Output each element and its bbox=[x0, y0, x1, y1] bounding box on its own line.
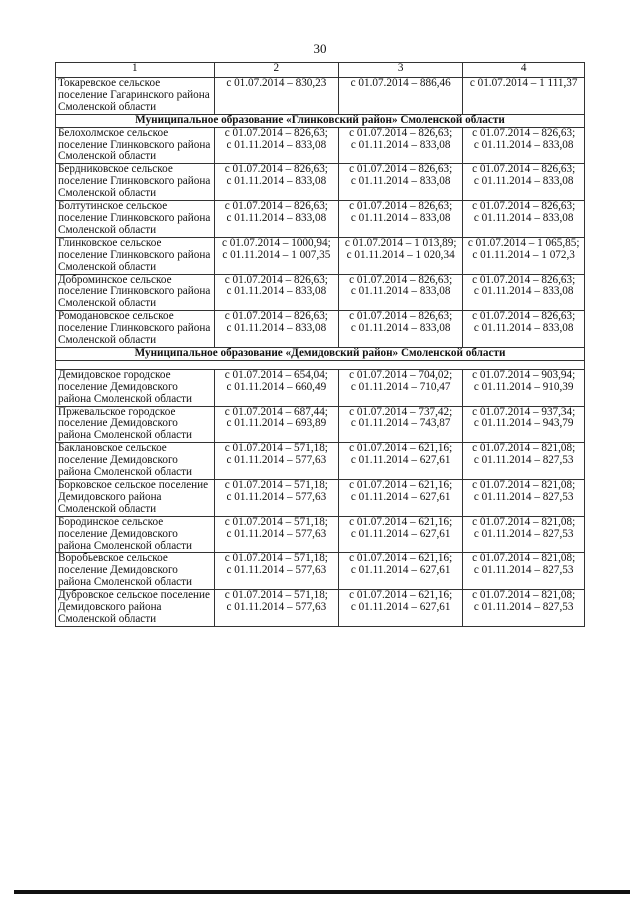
tariff-cell bbox=[214, 274, 338, 311]
table-row bbox=[56, 516, 585, 553]
settlement-name: Бородинское сельское поселение Демидовского района Смоленской области bbox=[56, 516, 215, 553]
tariff-period-value: с 01.07.2014 – 826,63; bbox=[472, 310, 576, 323]
tariff-period-value: с 01.07.2014 – 621,16; bbox=[349, 442, 453, 455]
tariff-cell bbox=[463, 443, 585, 480]
tariff-period-value: с 01.07.2014 – 571,18; bbox=[224, 479, 328, 491]
tariff-period-value: с 01.07.2014 – 621,16; bbox=[349, 515, 453, 528]
table-row bbox=[56, 127, 585, 164]
tariff-period-value: с 01.07.2014 – 821,08; bbox=[472, 515, 576, 528]
tariff-period-value: с 01.07.2014 – 826,63; bbox=[224, 200, 328, 213]
section-title: Муниципальное образование «Глинковский район» Смоленской области bbox=[56, 114, 585, 127]
column-number: 1 bbox=[56, 63, 215, 78]
tariff-period-value: с 01.11.2014 – 577,63 bbox=[226, 564, 327, 577]
tariff-cell bbox=[339, 127, 463, 164]
tariff-period-value: с 01.11.2014 – 627,61 bbox=[350, 564, 451, 577]
tariff-period-value: с 01.07.2014 – 1000,94; bbox=[221, 236, 331, 249]
table-row bbox=[56, 274, 585, 311]
tariff-period-value: с 01.07.2014 – 826,63; bbox=[472, 200, 576, 213]
tariff-period-value: с 01.07.2014 – 826,63; bbox=[349, 163, 453, 176]
tariff-cell bbox=[463, 127, 585, 164]
tariff-period-value: с 01.07.2014 – 903,94; bbox=[472, 368, 576, 381]
table-row bbox=[56, 406, 585, 443]
tariff-period-value: с 01.07.2014 – 826,63; bbox=[349, 273, 453, 286]
tariff-cell bbox=[214, 553, 338, 590]
tariff-period-value: с 01.07.2014 – 687,44; bbox=[224, 405, 328, 418]
tariff-cell bbox=[339, 311, 463, 348]
tariff-period-value: с 01.07.2014 – 571,18; bbox=[224, 442, 328, 455]
tariff-cell bbox=[339, 201, 463, 238]
tariff-period-value: с 01.11.2014 – 627,61 bbox=[350, 527, 451, 540]
tariff-period-value: с 01.11.2014 – 827,53 bbox=[473, 527, 574, 540]
tariff-cell bbox=[339, 369, 463, 406]
tariff-cell bbox=[463, 164, 585, 201]
tariff-cell bbox=[214, 164, 338, 201]
tariff-period-value: с 01.07.2014 – 826,63; bbox=[349, 200, 453, 213]
tariff-cell bbox=[214, 443, 338, 480]
tariff-period-value: с 01.07.2014 – 937,34; bbox=[472, 405, 576, 418]
tariff-period-value: с 01.11.2014 – 833,08 bbox=[350, 175, 451, 188]
table-row bbox=[56, 553, 585, 590]
tariff-cell bbox=[214, 406, 338, 443]
table-row bbox=[56, 164, 585, 201]
tariff-period-value: с 01.07.2014 – 886,46 bbox=[350, 77, 451, 89]
settlement-name: Пржевальское городское поселение Демидовского района Смоленской области bbox=[56, 406, 215, 443]
tariff-period-value: с 01.07.2014 – 621,16; bbox=[349, 479, 453, 491]
settlement-name: Демидовское городское поселение Демидовского района Смоленской области bbox=[56, 369, 215, 406]
tariff-period-value: с 01.11.2014 – 660,49 bbox=[226, 380, 327, 393]
tariff-period-value: с 01.07.2014 – 737,42; bbox=[349, 405, 453, 418]
column-number: 4 bbox=[463, 63, 585, 78]
tariff-period-value: с 01.11.2014 – 833,08 bbox=[473, 138, 574, 151]
tariff-cell bbox=[463, 78, 585, 115]
tariff-period-value: с 01.11.2014 – 833,08 bbox=[350, 138, 451, 151]
tariff-period-value: с 01.11.2014 – 710,47 bbox=[350, 380, 451, 393]
column-number-row bbox=[56, 63, 585, 78]
spacer-row bbox=[56, 360, 585, 369]
settlement-name: Доброминское сельское поселение Глинковского района Смоленской области bbox=[56, 274, 215, 311]
tariff-period-value: с 01.11.2014 – 910,39 bbox=[473, 380, 574, 393]
tariff-cell bbox=[214, 369, 338, 406]
tariff-cell bbox=[214, 516, 338, 553]
tariff-period-value: с 01.07.2014 – 830,23 bbox=[226, 77, 327, 89]
tariff-period-value: с 01.11.2014 – 833,08 bbox=[350, 285, 451, 298]
tariff-period-value: с 01.07.2014 – 821,08; bbox=[472, 552, 576, 565]
tariff-period-value: с 01.07.2014 – 654,04; bbox=[224, 368, 328, 381]
tariff-cell bbox=[214, 311, 338, 348]
tariff-period-value: с 01.11.2014 – 743,87 bbox=[350, 417, 451, 430]
tariff-period-value: с 01.11.2014 – 1 072,3 bbox=[472, 248, 575, 261]
tariff-period-value: с 01.11.2014 – 827,53 bbox=[473, 454, 574, 467]
tariff-period-value: с 01.11.2014 – 833,08 bbox=[350, 211, 451, 224]
tariff-cell bbox=[214, 201, 338, 238]
tariff-period-value: с 01.11.2014 – 827,53 bbox=[473, 564, 574, 577]
tariff-cell bbox=[339, 553, 463, 590]
tariff-cell bbox=[339, 443, 463, 480]
tariff-period-value: с 01.11.2014 – 833,08 bbox=[226, 175, 327, 188]
tariff-period-value: с 01.11.2014 – 827,53 bbox=[473, 601, 574, 614]
tariff-cell bbox=[463, 274, 585, 311]
tariff-cell bbox=[214, 127, 338, 164]
settlement-name: Дубровское сельское поселение Демидовского района Смоленской области bbox=[56, 590, 215, 627]
tariff-cell bbox=[463, 516, 585, 553]
tariff-period-value: с 01.07.2014 – 821,08; bbox=[472, 479, 576, 491]
tariff-period-value: с 01.07.2014 – 821,08; bbox=[472, 589, 576, 602]
tariff-period-value: с 01.11.2014 – 577,63 bbox=[226, 527, 327, 540]
tariff-cell bbox=[463, 201, 585, 238]
settlement-name: Белохолмское сельское поселение Глинковского района Смоленской области bbox=[56, 127, 215, 164]
tariff-period-value: с 01.07.2014 – 826,63; bbox=[224, 273, 328, 286]
tariff-cell bbox=[463, 406, 585, 443]
tariff-period-value: с 01.11.2014 – 833,08 bbox=[473, 211, 574, 224]
column-number: 2 bbox=[214, 63, 338, 78]
tariff-period-value: с 01.07.2014 – 621,16; bbox=[349, 589, 453, 602]
tariff-cell bbox=[463, 480, 585, 517]
tariff-period-value: с 01.07.2014 – 826,63; bbox=[224, 126, 328, 139]
tariff-period-value: с 01.07.2014 – 571,18; bbox=[224, 552, 328, 565]
spacer-cell bbox=[56, 360, 585, 369]
tariff-period-value: с 01.07.2014 – 826,63; bbox=[472, 163, 576, 176]
page-number: 30 bbox=[313, 41, 327, 56]
tariff-period-value: с 01.07.2014 – 826,63; bbox=[224, 163, 328, 176]
tariff-period-value: с 01.11.2014 – 577,63 bbox=[226, 454, 327, 467]
settlement-name: Токаревское сельское поселение Гагаринского района Смоленской области bbox=[56, 78, 215, 115]
tariff-period-value: с 01.11.2014 – 577,63 bbox=[226, 601, 327, 614]
bottom-rule bbox=[14, 890, 630, 894]
tariff-period-value: с 01.11.2014 – 627,61 bbox=[350, 601, 451, 614]
tariff-cell bbox=[339, 406, 463, 443]
tariff-period-value: с 01.11.2014 – 833,08 bbox=[473, 285, 574, 298]
tariff-period-value: с 01.07.2014 – 826,63; bbox=[349, 126, 453, 139]
settlement-name: Глинковское сельское поселение Глинковского района Смоленской области bbox=[56, 237, 215, 274]
table-row bbox=[56, 480, 585, 517]
tariff-cell bbox=[214, 590, 338, 627]
tariff-period-value: с 01.07.2014 – 704,02; bbox=[349, 368, 453, 381]
tariff-period-value: с 01.07.2014 – 621,16; bbox=[349, 552, 453, 565]
tariff-cell bbox=[339, 78, 463, 115]
tariff-period-value: с 01.11.2014 – 833,08 bbox=[226, 211, 327, 224]
tariff-cell bbox=[339, 480, 463, 517]
tariff-cell bbox=[463, 590, 585, 627]
settlement-name: Болтутинское сельское поселение Глинковского района Смоленской области bbox=[56, 201, 215, 238]
section-header-row bbox=[56, 347, 585, 360]
settlement-name: Бердниковское сельское поселение Глинковского района Смоленской области bbox=[56, 164, 215, 201]
tariff-cell bbox=[339, 590, 463, 627]
tariff-period-value: с 01.11.2014 – 693,89 bbox=[226, 417, 327, 430]
tariff-period-value: с 01.11.2014 – 833,08 bbox=[226, 285, 327, 298]
tariff-period-value: с 01.07.2014 – 1 065,85; bbox=[467, 236, 580, 249]
table-row bbox=[56, 311, 585, 348]
tariff-table bbox=[55, 62, 585, 627]
settlement-name: Борковское сельское поселение Демидовского района Смоленской области bbox=[56, 480, 215, 517]
tariff-cell bbox=[339, 164, 463, 201]
tariff-cell bbox=[339, 237, 463, 274]
table-row bbox=[56, 590, 585, 627]
table-row bbox=[56, 237, 585, 274]
tariff-period-value: с 01.11.2014 – 943,79 bbox=[473, 417, 574, 430]
tariff-period-value: с 01.11.2014 – 833,08 bbox=[350, 322, 451, 335]
tariff-period-value: с 01.11.2014 – 627,61 bbox=[350, 490, 451, 503]
tariff-period-value: с 01.11.2014 – 827,53 bbox=[473, 490, 574, 503]
tariff-period-value: с 01.11.2014 – 577,63 bbox=[226, 490, 327, 503]
tariff-cell bbox=[339, 274, 463, 311]
tariff-period-value: с 01.07.2014 – 826,63; bbox=[349, 310, 453, 323]
tariff-cell bbox=[214, 78, 338, 115]
tariff-cell bbox=[463, 237, 585, 274]
tariff-period-value: с 01.11.2014 – 1 020,34 bbox=[346, 248, 455, 261]
tariff-cell bbox=[463, 369, 585, 406]
settlement-name: Баклановское сельское поселение Демидовского района Смоленской области bbox=[56, 443, 215, 480]
table-row bbox=[56, 443, 585, 480]
settlement-name: Ромодановское сельское поселение Глинковского района Смоленской области bbox=[56, 311, 215, 348]
tariff-table-body bbox=[56, 63, 585, 627]
column-number: 3 bbox=[339, 63, 463, 78]
tariff-cell bbox=[214, 480, 338, 517]
tariff-cell bbox=[214, 237, 338, 274]
table-row bbox=[56, 201, 585, 238]
tariff-cell bbox=[463, 311, 585, 348]
section-header-row bbox=[56, 114, 585, 127]
tariff-period-value: с 01.11.2014 – 833,08 bbox=[226, 322, 327, 335]
tariff-period-value: с 01.11.2014 – 1 007,35 bbox=[222, 248, 331, 261]
tariff-period-value: с 01.11.2014 – 833,08 bbox=[473, 322, 574, 335]
tariff-period-value: с 01.07.2014 – 826,63; bbox=[472, 126, 576, 139]
tariff-period-value: с 01.11.2014 – 833,08 bbox=[226, 138, 327, 151]
tariff-period-value: с 01.11.2014 – 627,61 bbox=[350, 454, 451, 467]
tariff-period-value: с 01.07.2014 – 571,18; bbox=[224, 515, 328, 528]
tariff-period-value: с 01.07.2014 – 826,63; bbox=[472, 273, 576, 286]
tariff-cell bbox=[463, 553, 585, 590]
tariff-period-value: с 01.07.2014 – 571,18; bbox=[224, 589, 328, 602]
tariff-period-value: с 01.07.2014 – 1 111,37 bbox=[469, 77, 578, 89]
tariff-cell bbox=[339, 516, 463, 553]
tariff-period-value: с 01.11.2014 – 833,08 bbox=[473, 175, 574, 188]
tariff-period-value: с 01.07.2014 – 821,08; bbox=[472, 442, 576, 455]
tariff-period-value: с 01.07.2014 – 1 013,89; bbox=[344, 236, 457, 249]
table-row bbox=[56, 369, 585, 406]
table-row bbox=[56, 78, 585, 115]
section-title: Муниципальное образование «Демидовский район» Смоленской области bbox=[56, 347, 585, 360]
settlement-name: Воробьевское сельское поселение Демидовского района Смоленской области bbox=[56, 553, 215, 590]
tariff-period-value: с 01.07.2014 – 826,63; bbox=[224, 310, 328, 323]
